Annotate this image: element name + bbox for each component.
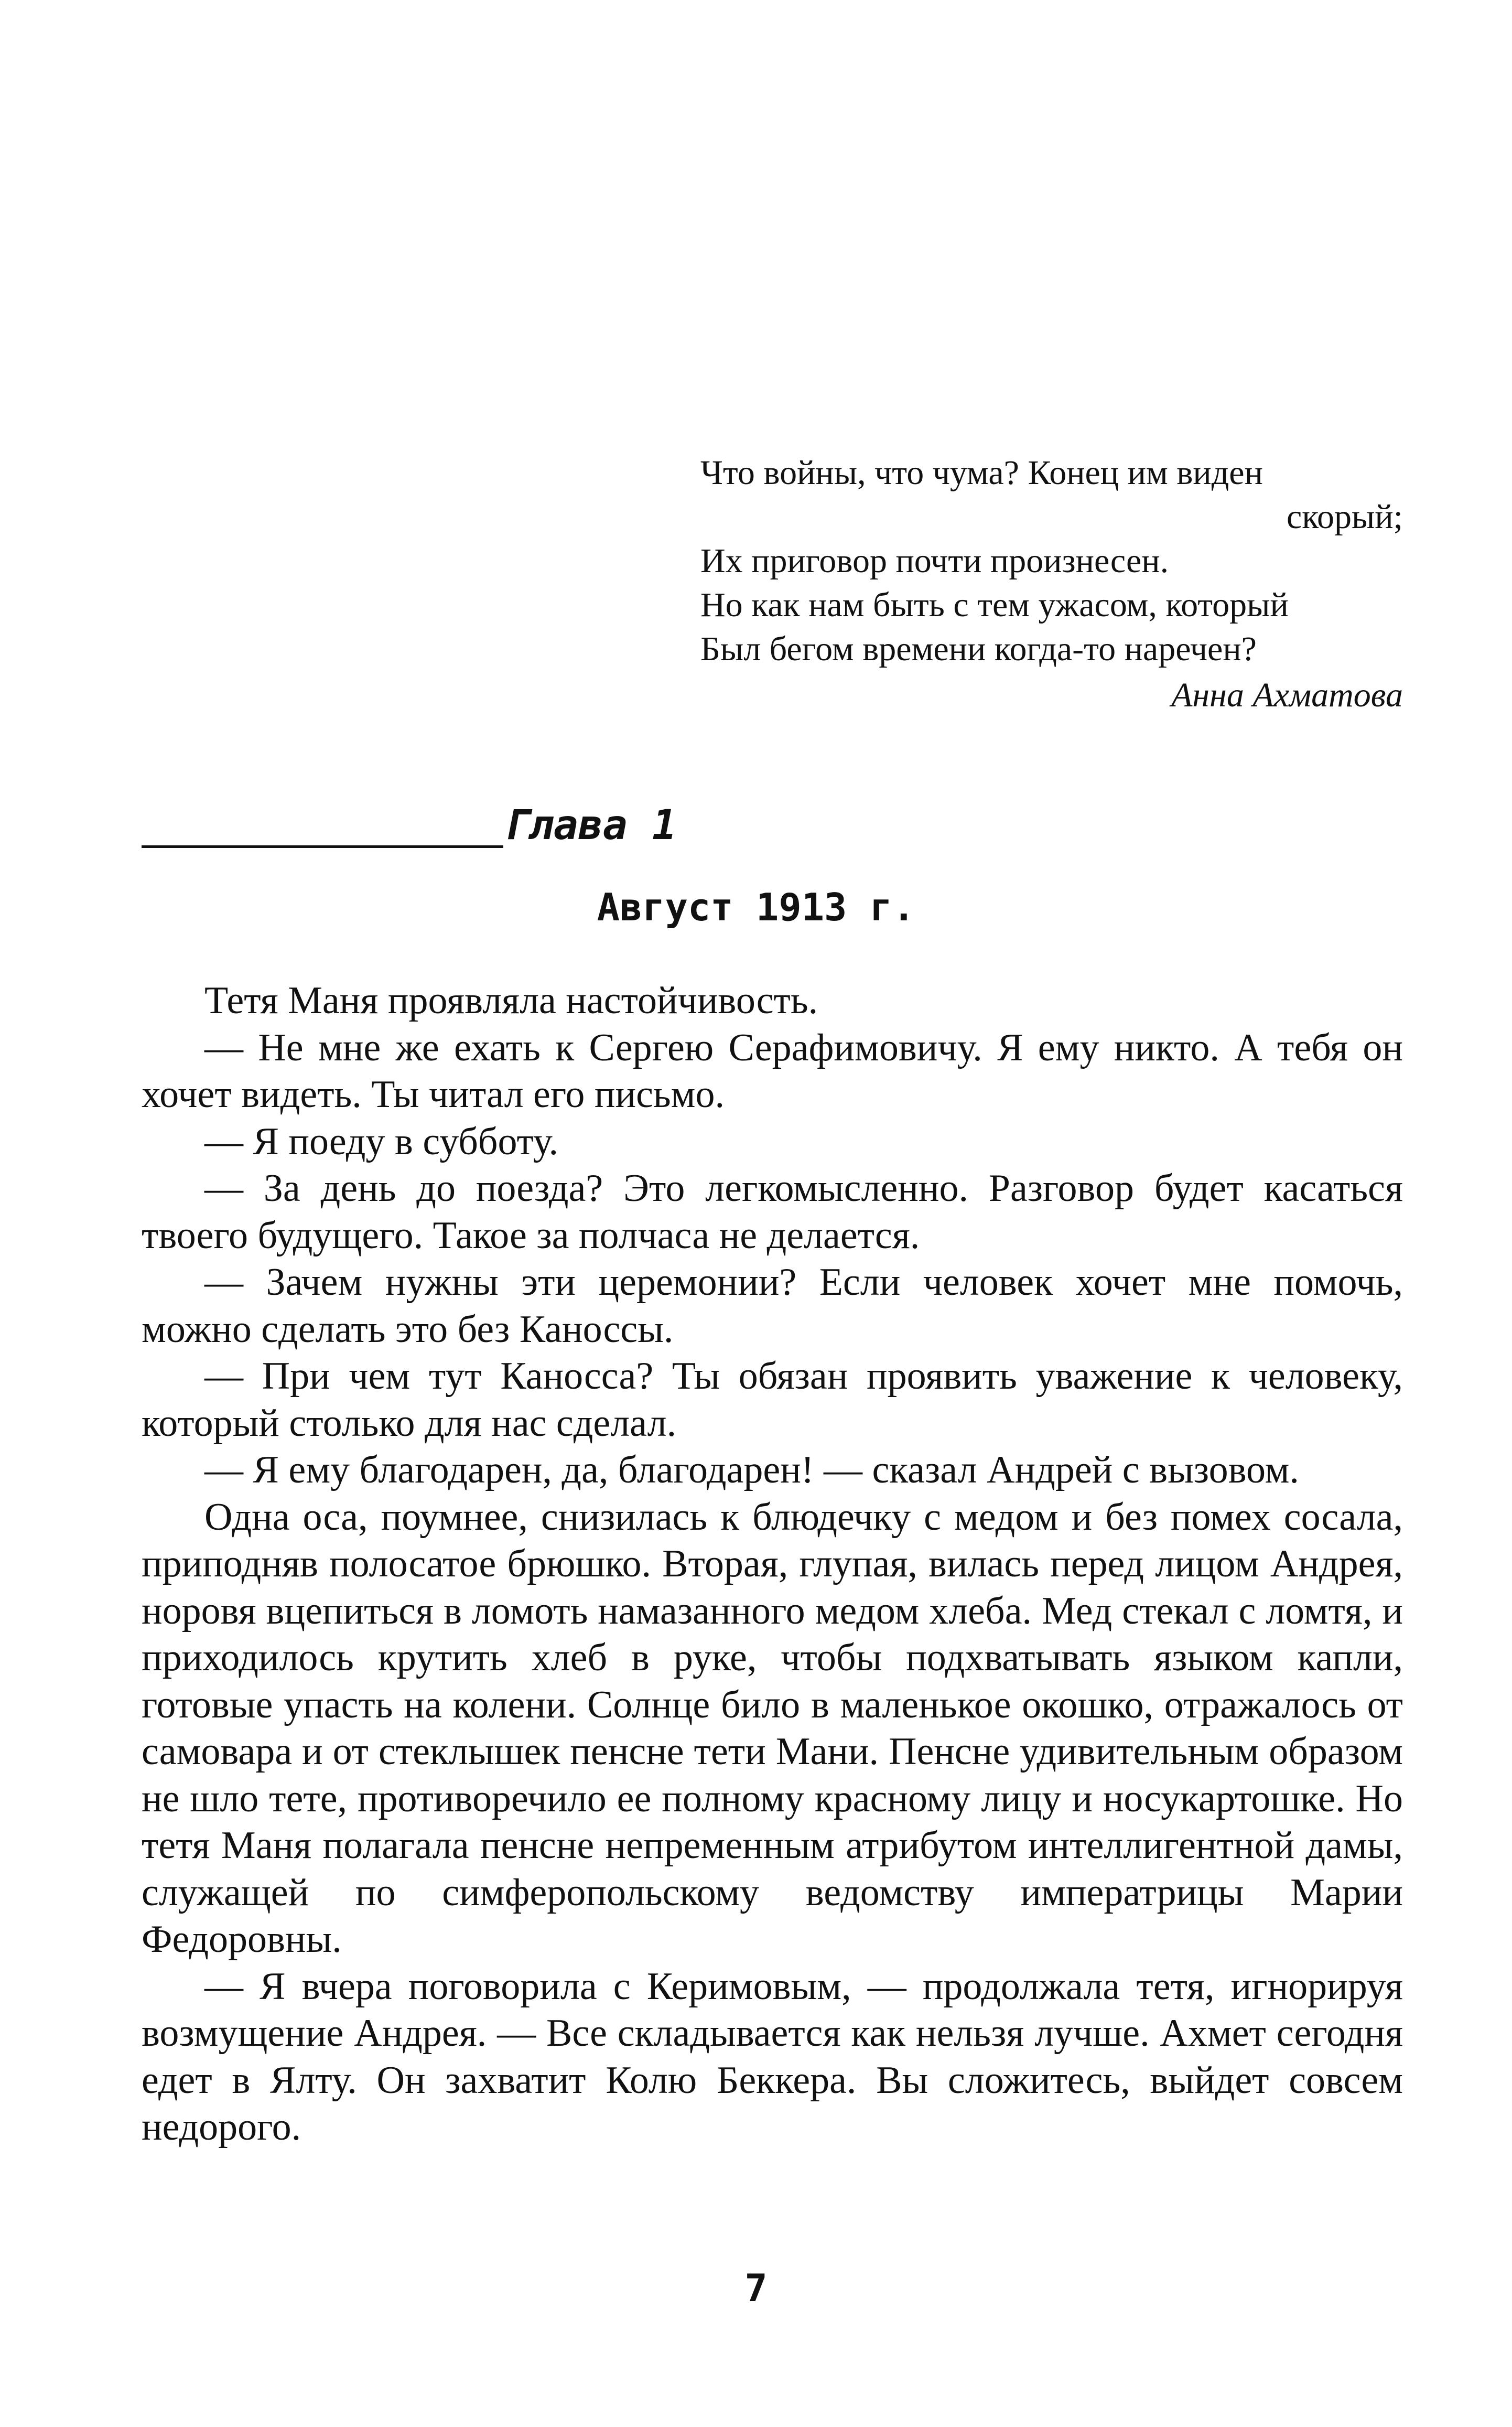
paragraph: — Не мне же ехать к Сергею Серафимовичу. Я ему никто. А тебя он хочет видеть. Ты читал его письмо. xyxy=(142,1026,1403,1116)
paragraph: — Я ему благодарен, да, благодарен! — сказал Андрей с вызовом. xyxy=(204,1448,1299,1491)
paragraph: Тетя Маня проявляла настойчивость. xyxy=(204,979,818,1022)
epigraph xyxy=(700,451,1403,717)
chapter-subtitle: Август 1913 г. xyxy=(597,885,915,929)
paragraph: Одна оса, поумнее, снизилась к блюдечку с медом и без помех сосала, приподняв полосатое брюшко. Вторая, глупая, вилась перед лицом Андрея, норовя вцепиться в ломоть намазанного медом хлеба. Мед стекал с ломтя, и приходилось крутить хлеб в руке, чтобы подхватывать языком капли, готовые упасть на колени. Солнце било в маленькое окошко, отражалось от самовара и от стеклышек пенсне тети Мани. Пенсне удивительным образом не шло тете, противоречило ее полному красному лицу и носукартошке. Но тетя Маня полагала пенсне непременным атрибутом интеллигентной дамы, служащей по симферопольскому ведомству императрицы Марии Федоровны. xyxy=(142,1495,1403,1961)
page-number: 7 xyxy=(744,2266,768,2310)
epigraph-author: Анна Ахматова xyxy=(1171,676,1403,714)
paragraph: — Зачем нужны эти церемонии? Если человек хочет мне помочь, можно сделать это без Каноссы. xyxy=(142,1261,1403,1351)
epigraph-line: Что войны, что чума? Конец им виден xyxy=(700,454,1263,492)
body-text xyxy=(142,978,1403,2151)
epigraph-line: Был бегом времени когда-то наречен? xyxy=(700,630,1257,668)
paragraph: — При чем тут Каносса? Ты обязан проявить уважение к человеку, который столько для нас сделал. xyxy=(142,1355,1403,1445)
paragraph: — Я вчера поговорила с Керимовым, — продолжала тетя, игнорируя возмущение Андрея. — Все складывается как нельзя лучше. Ахмет сегодня едет в Ялту. Он захватит Колю Беккера. Вы сложитесь, выйдет совсем недорого. xyxy=(142,1964,1403,2149)
chapter-rule xyxy=(142,845,503,848)
epigraph-line: Их приговор почти произнесен. xyxy=(700,542,1169,580)
chapter-title: Глава 1 xyxy=(504,802,677,849)
paragraph: — За день до поезда? Это легкомысленно. Разговор будет касаться твоего будущего. Такое за полчаса не делается. xyxy=(142,1167,1403,1257)
epigraph-line: Но как нам быть с тем ужасом, который xyxy=(700,586,1289,624)
epigraph-line: скорый; xyxy=(1286,498,1403,536)
paragraph: — Я поеду в субботу. xyxy=(204,1120,558,1163)
